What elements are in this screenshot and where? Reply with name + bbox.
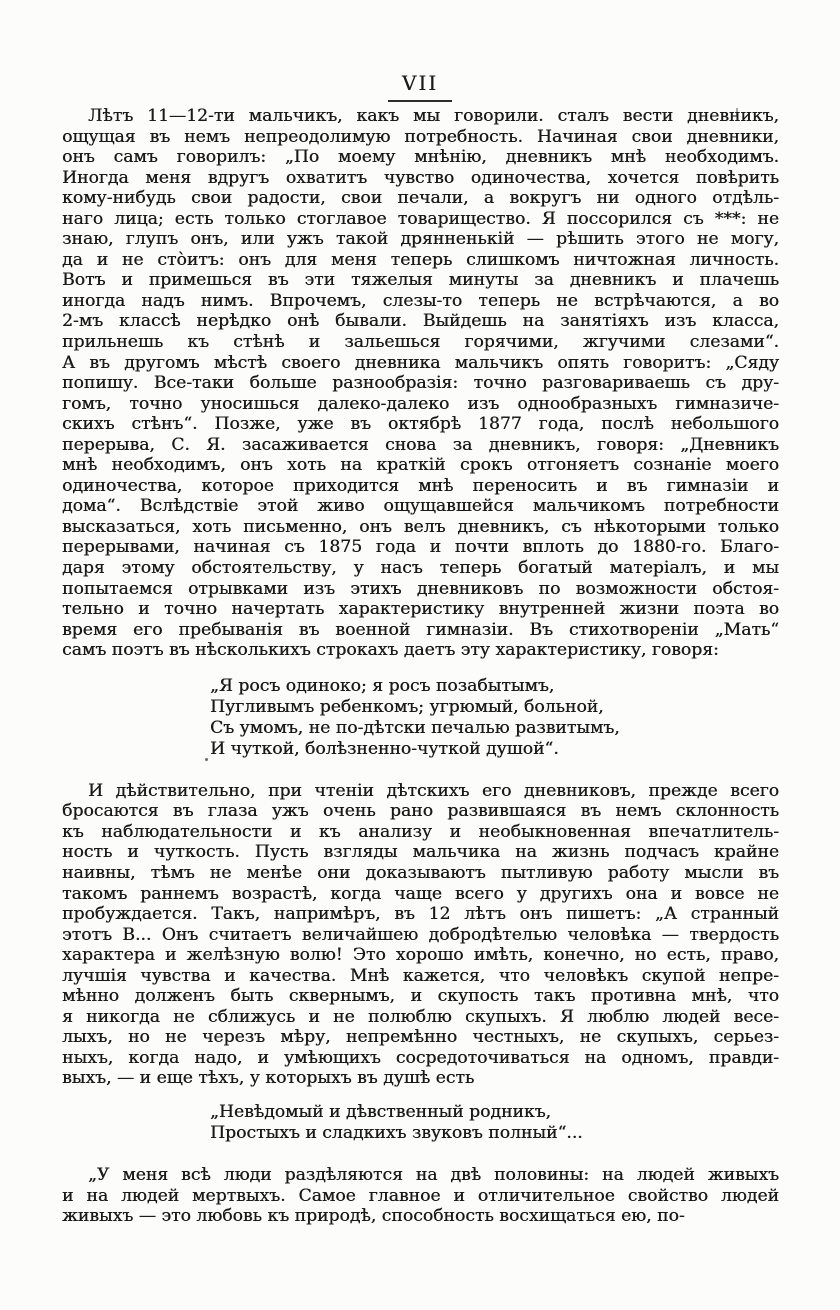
text-line: самъ поэтъ въ нѣсколькихъ строкахъ даетъ эту характеристику, говоря: [62,640,719,661]
text-line: Лѣтъ 11—12-ти мальчикъ, какъ мы говорили. сталъ вести дневникъ, [88,106,779,126]
text-line: да и не сто̀итъ: онъ для меня теперь слишкомъ ничтожная личность. [62,249,779,270]
text-line: ощущая въ немъ непреодолимую потребность. Начиная свои дневники, [62,126,779,147]
text-line: такомъ раннемъ возрастѣ, когда чаще всего у другихъ она и вовсе не [62,883,779,904]
text-line: „Невѣдомый и дѣвственный родникъ, [210,1101,552,1122]
text-line: ность и чуткость. Пусть взгляды мальчика на жизнь подчасъ крайне [62,842,779,863]
paragraph [62,781,779,1089]
text-line: этотъ В... Онъ считаетъ величайшею добродѣтелью человѣка — твердость [62,924,779,945]
text-line: 2-мъ классѣ нерѣдко онѣ бывали. Выйдешь на занятіяхъ изъ класса, [62,311,779,332]
text-line: выхъ, — и еще тѣхъ, у которыхъ въ душѣ есть [62,1068,475,1089]
text-line: даря этому обстоятельству, у насъ теперь богатый матеріалъ, и мы [62,558,779,579]
text-line: лучшія чувства и качества. Мнѣ кажется, что человѣкъ скупой непре- [62,965,779,986]
text-line: скихъ стѣнъ“. Позже, уже въ октябрѣ 1877 года, послѣ небольшого [62,414,779,435]
text-line: „Я росъ одиноко; я росъ позабытымъ, [210,675,555,696]
text-line: попишу. Все-таки больше разнообразія: точно разговариваешь съ дру- [62,373,779,394]
text-line: живыхъ — это любовь къ природѣ, способность восхищаться ею, по- [62,1206,685,1227]
text-line: дома“. Вслѣдствіе этой живо ощущавшейся мальчикомъ потребности [62,496,779,517]
text-line: Вотъ и примешься въ эти тяжелыя минуты за дневникъ и плачешь [62,270,779,291]
text-line: перерыва, С. Я. засаживается снова за дневникъ, говоря: „Дневникъ [62,434,779,455]
text-line: мнѣ необходимъ, онъ хоть на краткій срокъ отгоняетъ сознаніе моего [62,455,779,476]
text-line: перерывами, начиная съ 1875 года и почти вплоть до 1880-го. Благо- [62,537,779,558]
text-line: знаю, глупъ онъ, или ужъ такой дрянненькій — рѣшить этого не могу, [62,229,779,250]
text-line: ныхъ, когда надо, и умѣющихъ сосредоточиваться на одномъ, правди- [62,1047,779,1068]
text-line: одиночества, которое приходится мнѣ переносить и въ гимназіи и [62,475,779,496]
text-line: прильнешь къ стѣнѣ и зальешься горячими, жгучими слезами“. [62,332,779,353]
text-line: бросаются въ глаза ужъ очень рано развившаяся въ немъ склонность [62,801,779,822]
text-line: къ наблюдательности и къ анализу и необыкновенная впечатлитель- [62,821,779,842]
text-line: наго лица; есть только стоглавое товарищество. Я поссорился съ ***: не [62,208,779,229]
text-line: онъ самъ говорилъ: „По моему мнѣнію, дневникъ мнѣ необходимъ. [62,147,779,168]
text-line: и на людей мертвыхъ. Самое главное и отличительное свойство людей [62,1185,779,1206]
text-line: характера и желѣзную волю! Это хорошо имѣть, конечно, но есть, право, [62,945,779,966]
text-line: лыхъ, но не черезъ мѣру, непремѣнно честныхъ, не скупыхъ, серьез- [62,1027,779,1048]
verse-quote [210,1102,779,1144]
text-line: мѣнно долженъ быть сквернымъ, и скупость такъ противна мнѣ, что [62,986,779,1007]
text-line: И чуткой, болѣзненно-чуткой душой“. [210,738,559,759]
page-number: VII [401,71,439,95]
text-line: Иногда меня вдругъ охватитъ чувство одиночества, хочется повѣрить [62,167,779,188]
text-line: кому-нибудь свои радости, свои печали, а вокругъ ни одного отдѣль- [62,188,779,209]
text-line: „У меня всѣ люди раздѣляются на двѣ половины: на людей живыхъ [88,1164,779,1185]
paragraph [62,106,779,661]
header-rule [388,100,452,102]
text-line: я никогда не сближусь и не полюблю скупыхъ. Я люблю людей весе- [62,1006,779,1027]
text-line: Пугливымъ ребенкомъ; угрюмый, больной, [210,696,604,717]
text-line: гомъ, точно уносишься далеко-далеко изъ однообразныхъ гимназиче- [62,393,779,414]
text-line: тельно и точно начертать характеристику внутренней жизни поэта во [62,599,779,620]
text-line: высказаться, хоть письменно, онъ велъ дневникъ, съ нѣкоторыми только [62,516,779,537]
paragraph [62,1165,779,1227]
text-line: Простыхъ и сладкихъ звуковъ полный“... [210,1122,583,1143]
text-line: Съ умомъ, не по-дѣтски печалью развитымъ, [210,717,620,738]
text-line: И дѣйствительно, при чтеніи дѣтскихъ его дневниковъ, прежде всего [88,780,779,801]
text-line: пробуждается. Такъ, напримѣръ, въ 12 лѣтъ онъ пишетъ: „А странный [62,904,779,925]
page-content [62,106,779,1227]
text-line: наивны, тѣмъ не менѣе они доказываютъ пытливую работу мысли въ [62,862,779,883]
verse-quote [210,676,779,760]
text-line: попытаемся отрывками изъ этихъ дневниковъ по возможности обстоя- [62,578,779,599]
text-line: иногда надъ нимъ. Впрочемъ, слезы-то теперь не встрѣчаются, а во [62,290,779,311]
text-line: время его пребыванія въ военной гимназіи. Въ стихотвореніи „Мать“ [62,619,779,640]
text-line: А въ другомъ мѣстѣ своего дневника мальчикъ опять говоритъ: „Сяду [62,352,779,373]
